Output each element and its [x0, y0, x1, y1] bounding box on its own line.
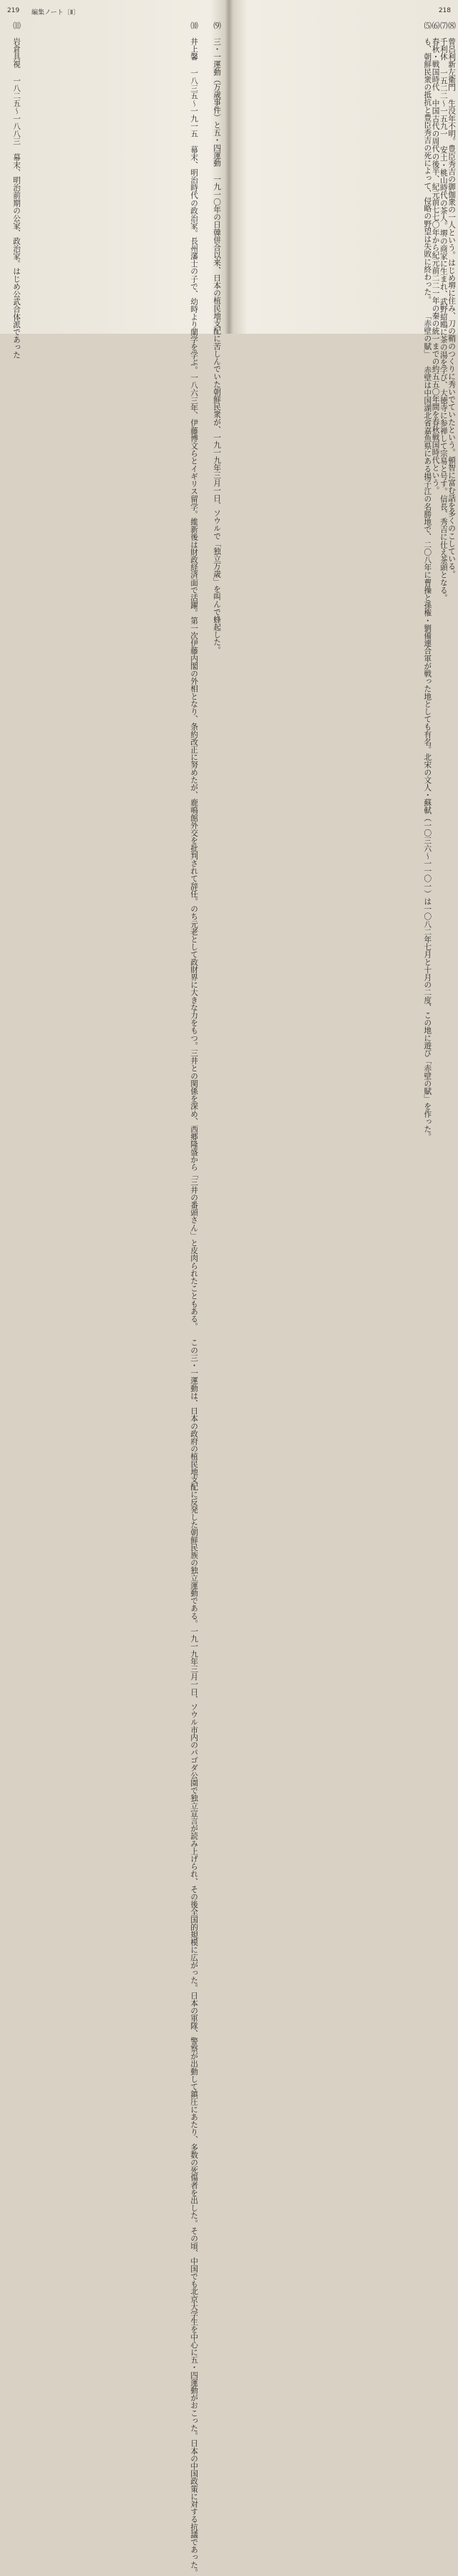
- page-number: 218: [438, 7, 451, 14]
- note-5: ⑸ も、朝鮮民衆の抵抗と豊臣秀吉の死によって、侵略の野望は失敗に終わった。 「赤壁の賦」 赤壁は中国湖北省嘉魚県にある揚子江の名勝地で、二〇八年に曹操と孫権・劉備連合軍が戦った地としても有名。北宋の文人・蘇軾（一〇三六〜一一〇一）は一〇八二年七月と十月の二度、この地に遊び「赤壁の賦」を作った。: [423, 21, 432, 1141]
- notes-columns: [233, 21, 456, 1141]
- note-7: ⑺ 千利休 一五二二〜一五九一 安土・桃山時代の茶人。堺の商家に生まれ、武野紹鴎に茶の湯を学び、大徳寺に参禅して宗易と号す。信長、秀吉に仕え茶頭となる。: [439, 21, 448, 602]
- note-column-9: ⑼ 三・一運動（万歳事件）と五・四運動 一九一〇年の日韓併合以来、日本の植民地支配に苦しんでいた朝鮮民衆が、一九一九年三月一日、ソウルで「独立万歳」を叫んで蜂起した。: [213, 21, 221, 654]
- note-6: ⑹ 春秋・戦国時代 中国古代の周代の後半、紀元前七七〇年から紀元前二二一年の秦の統一までの約五五〇年間を春秋戦国時代という。: [431, 21, 440, 494]
- note-column-11: ⑾ 岩倉具視 一八二五〜一八八三 幕末、明治前期の公家、政治家。はじめ公武合体派であった: [12, 21, 21, 359]
- page-number: 219: [7, 7, 20, 14]
- note-8: ⑻ 曾呂利新左衛門 生没年不明。豊臣秀吉の御伽衆の一人という。はじめ堺に住み、刀の鞘のつくりに秀いでていたという。頓智に富む話を多くのこしている。: [447, 21, 456, 578]
- note-column-10: ⑽ 井上馨 一八三五〜一九一五 幕末、明治時代の政治家。長州藩士の子で、幼時より蘭学を学ぶ。一八六三年、伊藤博文らとイギリス留学。維新後は財政経済面で活躍。第一次伊藤内閣の外相となり、条約改正に努めたが、鹿鳴館外交を批判されて辞任。のち元老として政財界に大きな力をもつ。三井との関係を深め、西郷隆盛から「三井の番頭さん」と皮肉られたこともある。 この三・一運動は、日本の政府の植民地支配に反発した朝鮮民族の独立運動である。一九一九年三月一日、ソウル市内のパゴダ公園で独立宣言が読み上げられ、その後全国的規模に広がった。日本の軍隊、警察が出動して鎮圧にあたり、多数の死傷者を出した。その頃、中国でも北京大学生を中心に五・四運動がおこった。日本の中国政策に対する抗議であった。: [190, 21, 198, 2576]
- left-page: [0, 0, 226, 2576]
- running-header: 編集ノート〔Ⅱ〕: [31, 9, 80, 16]
- right-page: [232, 0, 458, 1141]
